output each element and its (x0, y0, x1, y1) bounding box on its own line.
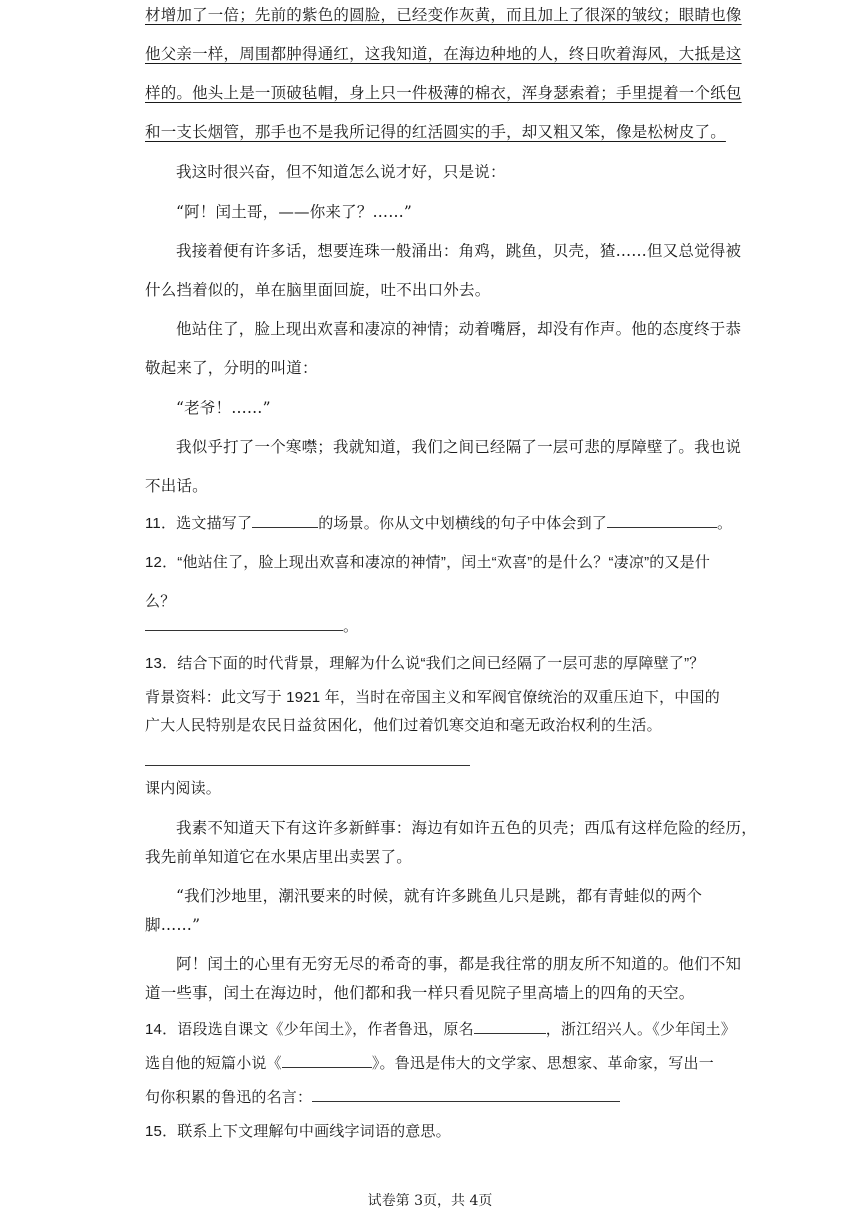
passage-paragraph: 我似乎打了一个寒噤；我就知道，我们之间已经隔了一层可悲的厚障壁了。我也说 (176, 438, 742, 456)
answer-blank[interactable] (252, 513, 318, 528)
question-14-continued (145, 1087, 715, 1108)
answer-blank[interactable] (145, 616, 343, 631)
question-14-text-e: 句你积累的鲁迅的名言： (145, 1089, 313, 1106)
question-14-text-a: 14．语段选自课文《少年闰土》，作者鲁迅，原名 (145, 1021, 474, 1038)
answer-line[interactable] (145, 765, 470, 766)
passage-paragraph: 我这时很兴奋，但不知道怎么说才好，只是说： (176, 163, 506, 181)
question-14-text-c: 选自他的短篇小说《 (145, 1055, 282, 1072)
question-15: 15．联系上下文理解句中画线字词语的意思。 (145, 1123, 451, 1140)
passage-paragraph: 什么挡着似的，单在脑里面回旋，吐不出口外去。 (145, 281, 491, 299)
background-material: 广大人民特别是农民日益贫困化，他们过着饥寒交迫和毫无政治权利的生活。 (145, 717, 662, 734)
question-12-continued: 么？ (145, 593, 176, 610)
passage-quote: “阿！闰土哥，——你来了？……” (176, 203, 413, 221)
section-title: 课内阅读。 (145, 780, 222, 797)
underlined-sentence-line: 样的。他头上是一顶破毡帽，身上只一件极薄的棉衣，浑身瑟索着；手里提着一个纸包 (145, 84, 742, 102)
page-footer: 试卷第 3页，共 4页 (367, 1193, 493, 1209)
answer-blank[interactable] (474, 1019, 546, 1034)
question-11-text-b: 的场景。你从文中划横线的句子中体会到了 (318, 515, 607, 532)
question-14-text-b: ，浙江绍兴人。《少年闰土》 (545, 1021, 736, 1038)
passage-quote: “我们沙地里，潮汛要来的时候，就有许多跳鱼儿只是跳，都有青蛙似的两个 (176, 887, 703, 905)
answer-blank[interactable] (312, 1087, 620, 1102)
question-14-text-d: 》。鲁迅是伟大的文学家、思想家、革命家，写出一 (371, 1055, 714, 1072)
underlined-sentence-line: 和一支长烟管，那手也不是我所记得的红活圆实的手，却又粗又笨，像是松树皮了。 (145, 123, 726, 141)
passage-paragraph: 我素不知道天下有这许多新鲜事：海边有如许五色的贝壳；西瓜有这样危险的经历， (176, 819, 757, 837)
passage-paragraph: 我先前单知道它在水果店里出卖罢了。 (145, 848, 412, 866)
underlined-sentence-line: 材增加了一倍；先前的紫色的圆脸，已经变作灰黄，而且加上了很深的皱纹；眼睛也像 (145, 6, 742, 24)
passage-quote: 脚……” (145, 916, 201, 934)
passage-paragraph: 我接着便有许多话，想要连珠一般涌出：角鸡，跳鱼，贝壳，猹……但又总觉得被 (176, 242, 742, 260)
answer-blank[interactable] (282, 1053, 372, 1068)
passage-paragraph: 不出话。 (145, 477, 208, 495)
answer-blank[interactable] (607, 513, 717, 528)
question-12-answer (145, 616, 715, 637)
passage-paragraph: 他站住了，脸上现出欢喜和凄凉的神情；动着嘴唇，却没有作声。他的态度终于恭 (176, 320, 742, 338)
question-14 (145, 1019, 736, 1040)
question-12-end: 。 (343, 618, 359, 635)
passage-quote: “老爷！……” (176, 399, 271, 417)
underlined-sentence-line: 他父亲一样，周围都肿得通红，这我知道，在海边种地的人，终日吹着海风，大抵是这 (145, 45, 742, 63)
passage-paragraph: 敬起来了，分明的叫道： (145, 359, 318, 377)
question-14-continued (145, 1053, 715, 1074)
background-material: 背景资料：此文写于 1921 年，当时在帝国主义和军阀官僚统治的双重压迫下，中国的 (145, 689, 720, 706)
question-11-text-a: 11．选文描写了 (145, 515, 253, 532)
passage-paragraph: 道一些事，闰土在海边时，他们都和我一样只看见院子里高墙上的四角的天空。 (145, 984, 695, 1002)
question-12: 12．“他站住了，脸上现出欢喜和凄凉的神情”，闰土“欢喜”的是什么？“凄凉”的又是什 (145, 554, 711, 571)
question-11 (145, 513, 733, 534)
passage-paragraph: 阿！闰土的心里有无穷无尽的希奇的事，都是我往常的朋友所不知道的。他们不知 (176, 955, 742, 973)
question-11-text-c: 。 (717, 515, 733, 532)
question-13: 13．结合下面的时代背景，理解为什么说“我们之间已经隔了一层可悲的厚障壁了”？ (145, 655, 705, 672)
